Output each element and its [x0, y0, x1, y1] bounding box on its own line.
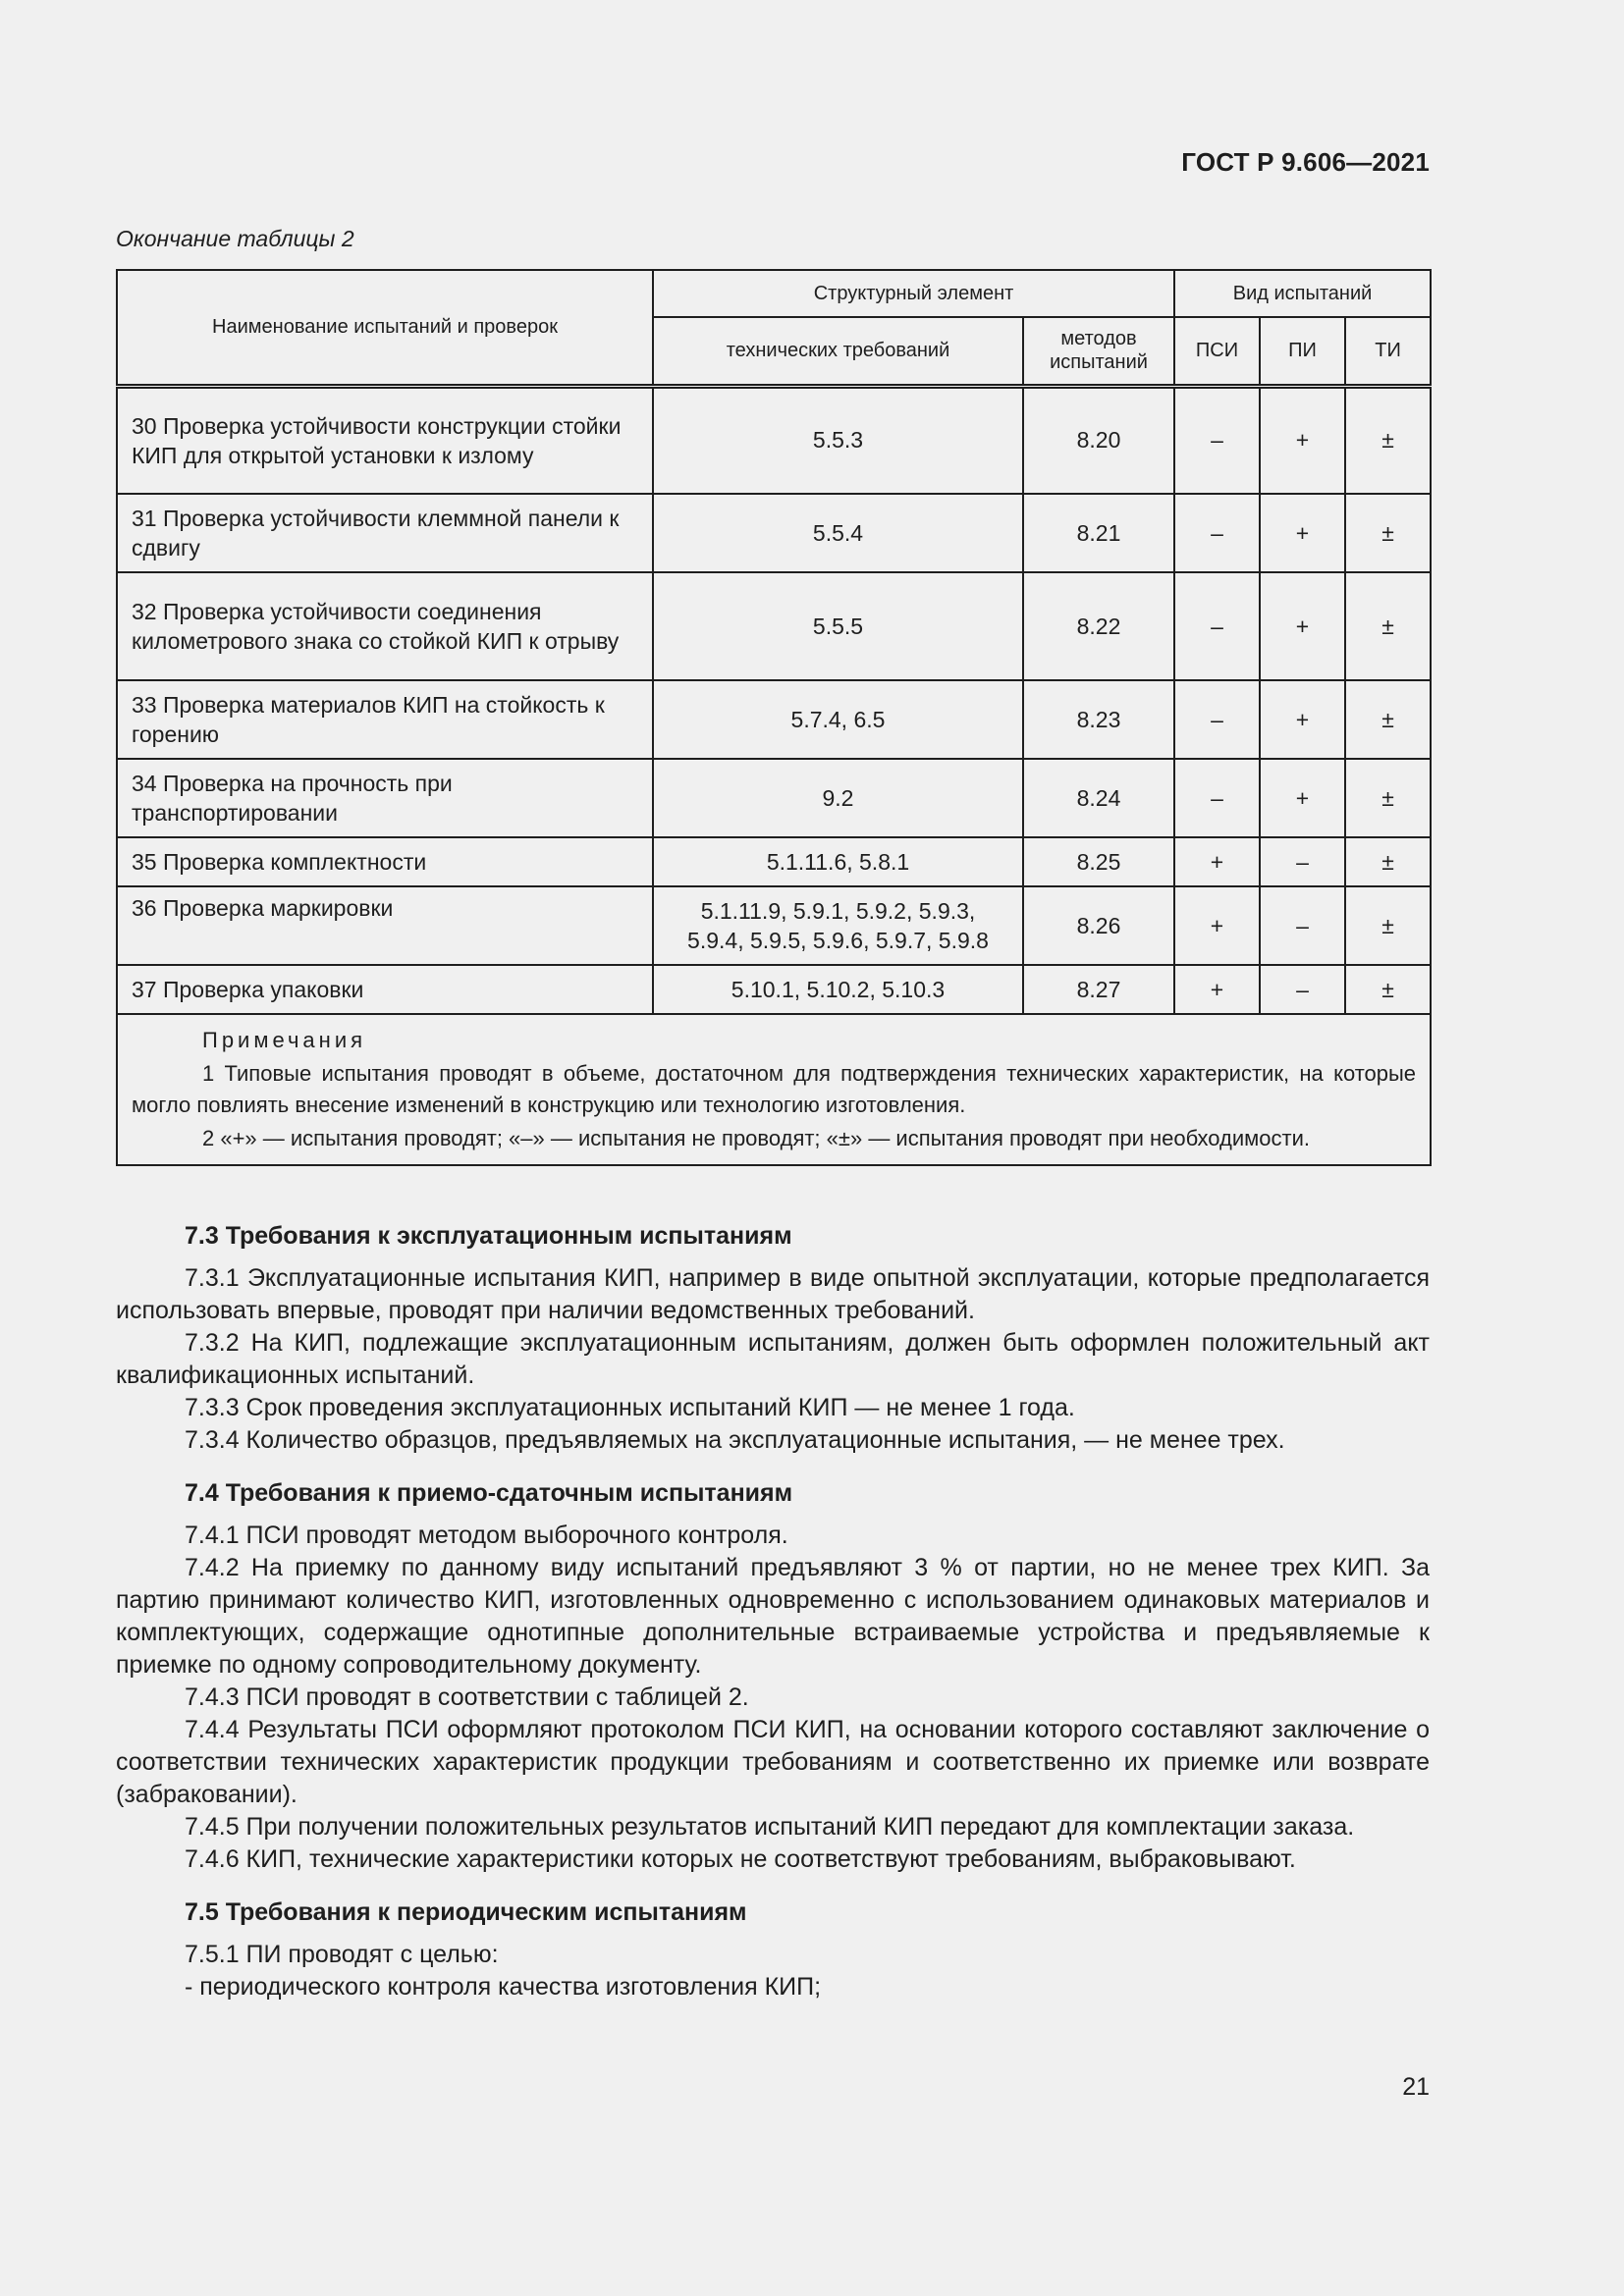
row-method: 8.22: [1023, 572, 1174, 680]
table-row: [117, 886, 1431, 965]
row-method: 8.24: [1023, 759, 1174, 837]
list-item: - периодического контроля качества изготовления КИП;: [185, 1973, 822, 2001]
header-psi: ПСИ: [1174, 317, 1260, 386]
row-method: 8.20: [1023, 386, 1174, 494]
table-row: [117, 386, 1431, 494]
row-pi: +: [1260, 386, 1345, 494]
row-method: 8.27: [1023, 965, 1174, 1014]
row-tech: 9.2: [653, 759, 1023, 837]
row-ti: ±: [1345, 759, 1431, 837]
table-row: [117, 494, 1431, 572]
row-name: 32 Проверка устойчивости соединения километрового знака со стойкой КИП к отрыву: [117, 572, 653, 680]
row-ti: ±: [1345, 886, 1431, 965]
paragraph-7-4-5: 7.4.5 При получении положительных результатов испытаний КИП передают для комплектации заказа.: [185, 1813, 1355, 1841]
header-test-kind: Вид испытаний: [1174, 270, 1431, 317]
row-name: 36 Проверка маркировки: [117, 886, 653, 965]
row-ti: ±: [1345, 494, 1431, 572]
row-tech: 5.1.11.6, 5.8.1: [653, 837, 1023, 886]
header-test-name: Наименование испытаний и проверок: [117, 270, 653, 386]
row-psi: –: [1174, 386, 1260, 494]
header-test-methods: методов испытаний: [1023, 317, 1174, 386]
row-pi: –: [1260, 886, 1345, 965]
section-7-3-title: 7.3 Требования к эксплуатационным испытаниям: [185, 1222, 792, 1250]
paragraph-7-5-1: 7.5.1 ПИ проводят с целью:: [185, 1941, 499, 1968]
notes-row: [117, 1014, 1431, 1165]
row-psi: +: [1174, 886, 1260, 965]
table-row: [117, 837, 1431, 886]
table-row: [117, 680, 1431, 759]
row-pi: +: [1260, 680, 1345, 759]
row-method: 8.26: [1023, 886, 1174, 965]
paragraph-7-3-3: 7.3.3 Срок проведения эксплуатационных испытаний КИП — не менее 1 года.: [185, 1394, 1075, 1421]
row-psi: +: [1174, 965, 1260, 1014]
row-ti: ±: [1345, 965, 1431, 1014]
table-caption: Окончание таблицы 2: [116, 226, 354, 251]
paragraph-7-3-4: 7.3.4 Количество образцов, предъявляемых на эксплуатационные испытания, — не менее трех.: [185, 1426, 1285, 1454]
note-1: 1 Типовые испытания проводят в объеме, достаточном для подтверждения технических характеристик, на которые могло повлиять внесение изменений в конструкцию или технологию изготовления.: [132, 1061, 1417, 1117]
table-row: [117, 572, 1431, 680]
table-row: [117, 759, 1431, 837]
note-2: 2 «+» — испытания проводят; «–» — испытания не проводят; «±» — испытания проводят при необходимости.: [202, 1126, 1310, 1150]
row-name: 37 Проверка упаковки: [117, 965, 653, 1014]
row-pi: +: [1260, 494, 1345, 572]
row-psi: –: [1174, 572, 1260, 680]
header-pi: ПИ: [1260, 317, 1345, 386]
row-method: 8.21: [1023, 494, 1174, 572]
row-method: 8.25: [1023, 837, 1174, 886]
row-method: 8.23: [1023, 680, 1174, 759]
row-name: 35 Проверка комплектности: [117, 837, 653, 886]
header-ti: ТИ: [1345, 317, 1431, 386]
table-row: [117, 965, 1431, 1014]
row-name: 31 Проверка устойчивости клеммной панели к сдвигу: [117, 494, 653, 572]
header-technical-requirements: технических требований: [653, 317, 1023, 386]
row-pi: –: [1260, 965, 1345, 1014]
document-code: ГОСТ Р 9.606—2021: [1181, 147, 1430, 177]
row-tech: 5.5.4: [653, 494, 1023, 572]
row-psi: –: [1174, 680, 1260, 759]
section-7-4-title: 7.4 Требования к приемо-сдаточным испытаниям: [185, 1479, 793, 1507]
notes-title: Примечания: [202, 1028, 367, 1052]
section-7-5-title: 7.5 Требования к периодическим испытаниям: [185, 1898, 747, 1926]
paragraph-7-3-2: 7.3.2 На КИП, подлежащие эксплуатационным испытаниям, должен быть оформлен положительный акт квалификационных испытаний.: [116, 1329, 1430, 1389]
row-psi: –: [1174, 759, 1260, 837]
row-pi: +: [1260, 759, 1345, 837]
paragraph-7-4-6: 7.4.6 КИП, технические характеристики которых не соответствуют требованиям, выбраковывают.: [185, 1845, 1296, 1873]
tests-table: [116, 269, 1432, 1166]
row-psi: +: [1174, 837, 1260, 886]
header-structural-element: Структурный элемент: [653, 270, 1174, 317]
paragraph-7-3-1: 7.3.1 Эксплуатационные испытания КИП, например в виде опытной эксплуатации, которые предполагается использовать впервые, проводят при наличии ведомственных требований.: [116, 1264, 1430, 1324]
row-name: 34 Проверка на прочность при транспортировании: [117, 759, 653, 837]
row-name: 33 Проверка материалов КИП на стойкость к горению: [117, 680, 653, 759]
row-ti: ±: [1345, 680, 1431, 759]
row-ti: ±: [1345, 572, 1431, 680]
paragraph-7-4-4: 7.4.4 Результаты ПСИ оформляют протоколом ПСИ КИП, на основании которого составляют заключение о соответствии технических характеристик продукции требованиям и соответственно их приемке или возврате (забраковании).: [116, 1716, 1430, 1808]
paragraph-7-4-2: 7.4.2 На приемку по данному виду испытаний предъявляют 3 % от партии, но не менее трех КИП. За партию принимают количество КИП, изготовленных одновременно с использованием одинаковых материалов и комплектующих, содержащие однотипные дополнительные встраиваемые устройства и предъявляемые к приемке по одному сопроводительному документу.: [116, 1554, 1430, 1679]
paragraph-7-4-3: 7.4.3 ПСИ проводят в соответствии с таблицей 2.: [185, 1683, 749, 1711]
row-psi: –: [1174, 494, 1260, 572]
row-tech: 5.10.1, 5.10.2, 5.10.3: [653, 965, 1023, 1014]
table-notes: [117, 1014, 1431, 1165]
row-name: 30 Проверка устойчивости конструкции стойки КИП для открытой установки к излому: [117, 386, 653, 494]
body-text: [116, 1219, 1430, 2003]
row-ti: ±: [1345, 837, 1431, 886]
row-tech: 5.5.3: [653, 386, 1023, 494]
paragraph-7-4-1: 7.4.1 ПСИ проводят методом выборочного контроля.: [185, 1522, 788, 1549]
row-pi: +: [1260, 572, 1345, 680]
row-tech: 5.5.5: [653, 572, 1023, 680]
row-ti: ±: [1345, 386, 1431, 494]
page-number: 21: [1402, 2073, 1430, 2101]
row-tech: 5.1.11.9, 5.9.1, 5.9.2, 5.9.3, 5.9.4, 5.9.5, 5.9.6, 5.9.7, 5.9.8: [653, 886, 1023, 965]
row-pi: –: [1260, 837, 1345, 886]
row-tech: 5.7.4, 6.5: [653, 680, 1023, 759]
